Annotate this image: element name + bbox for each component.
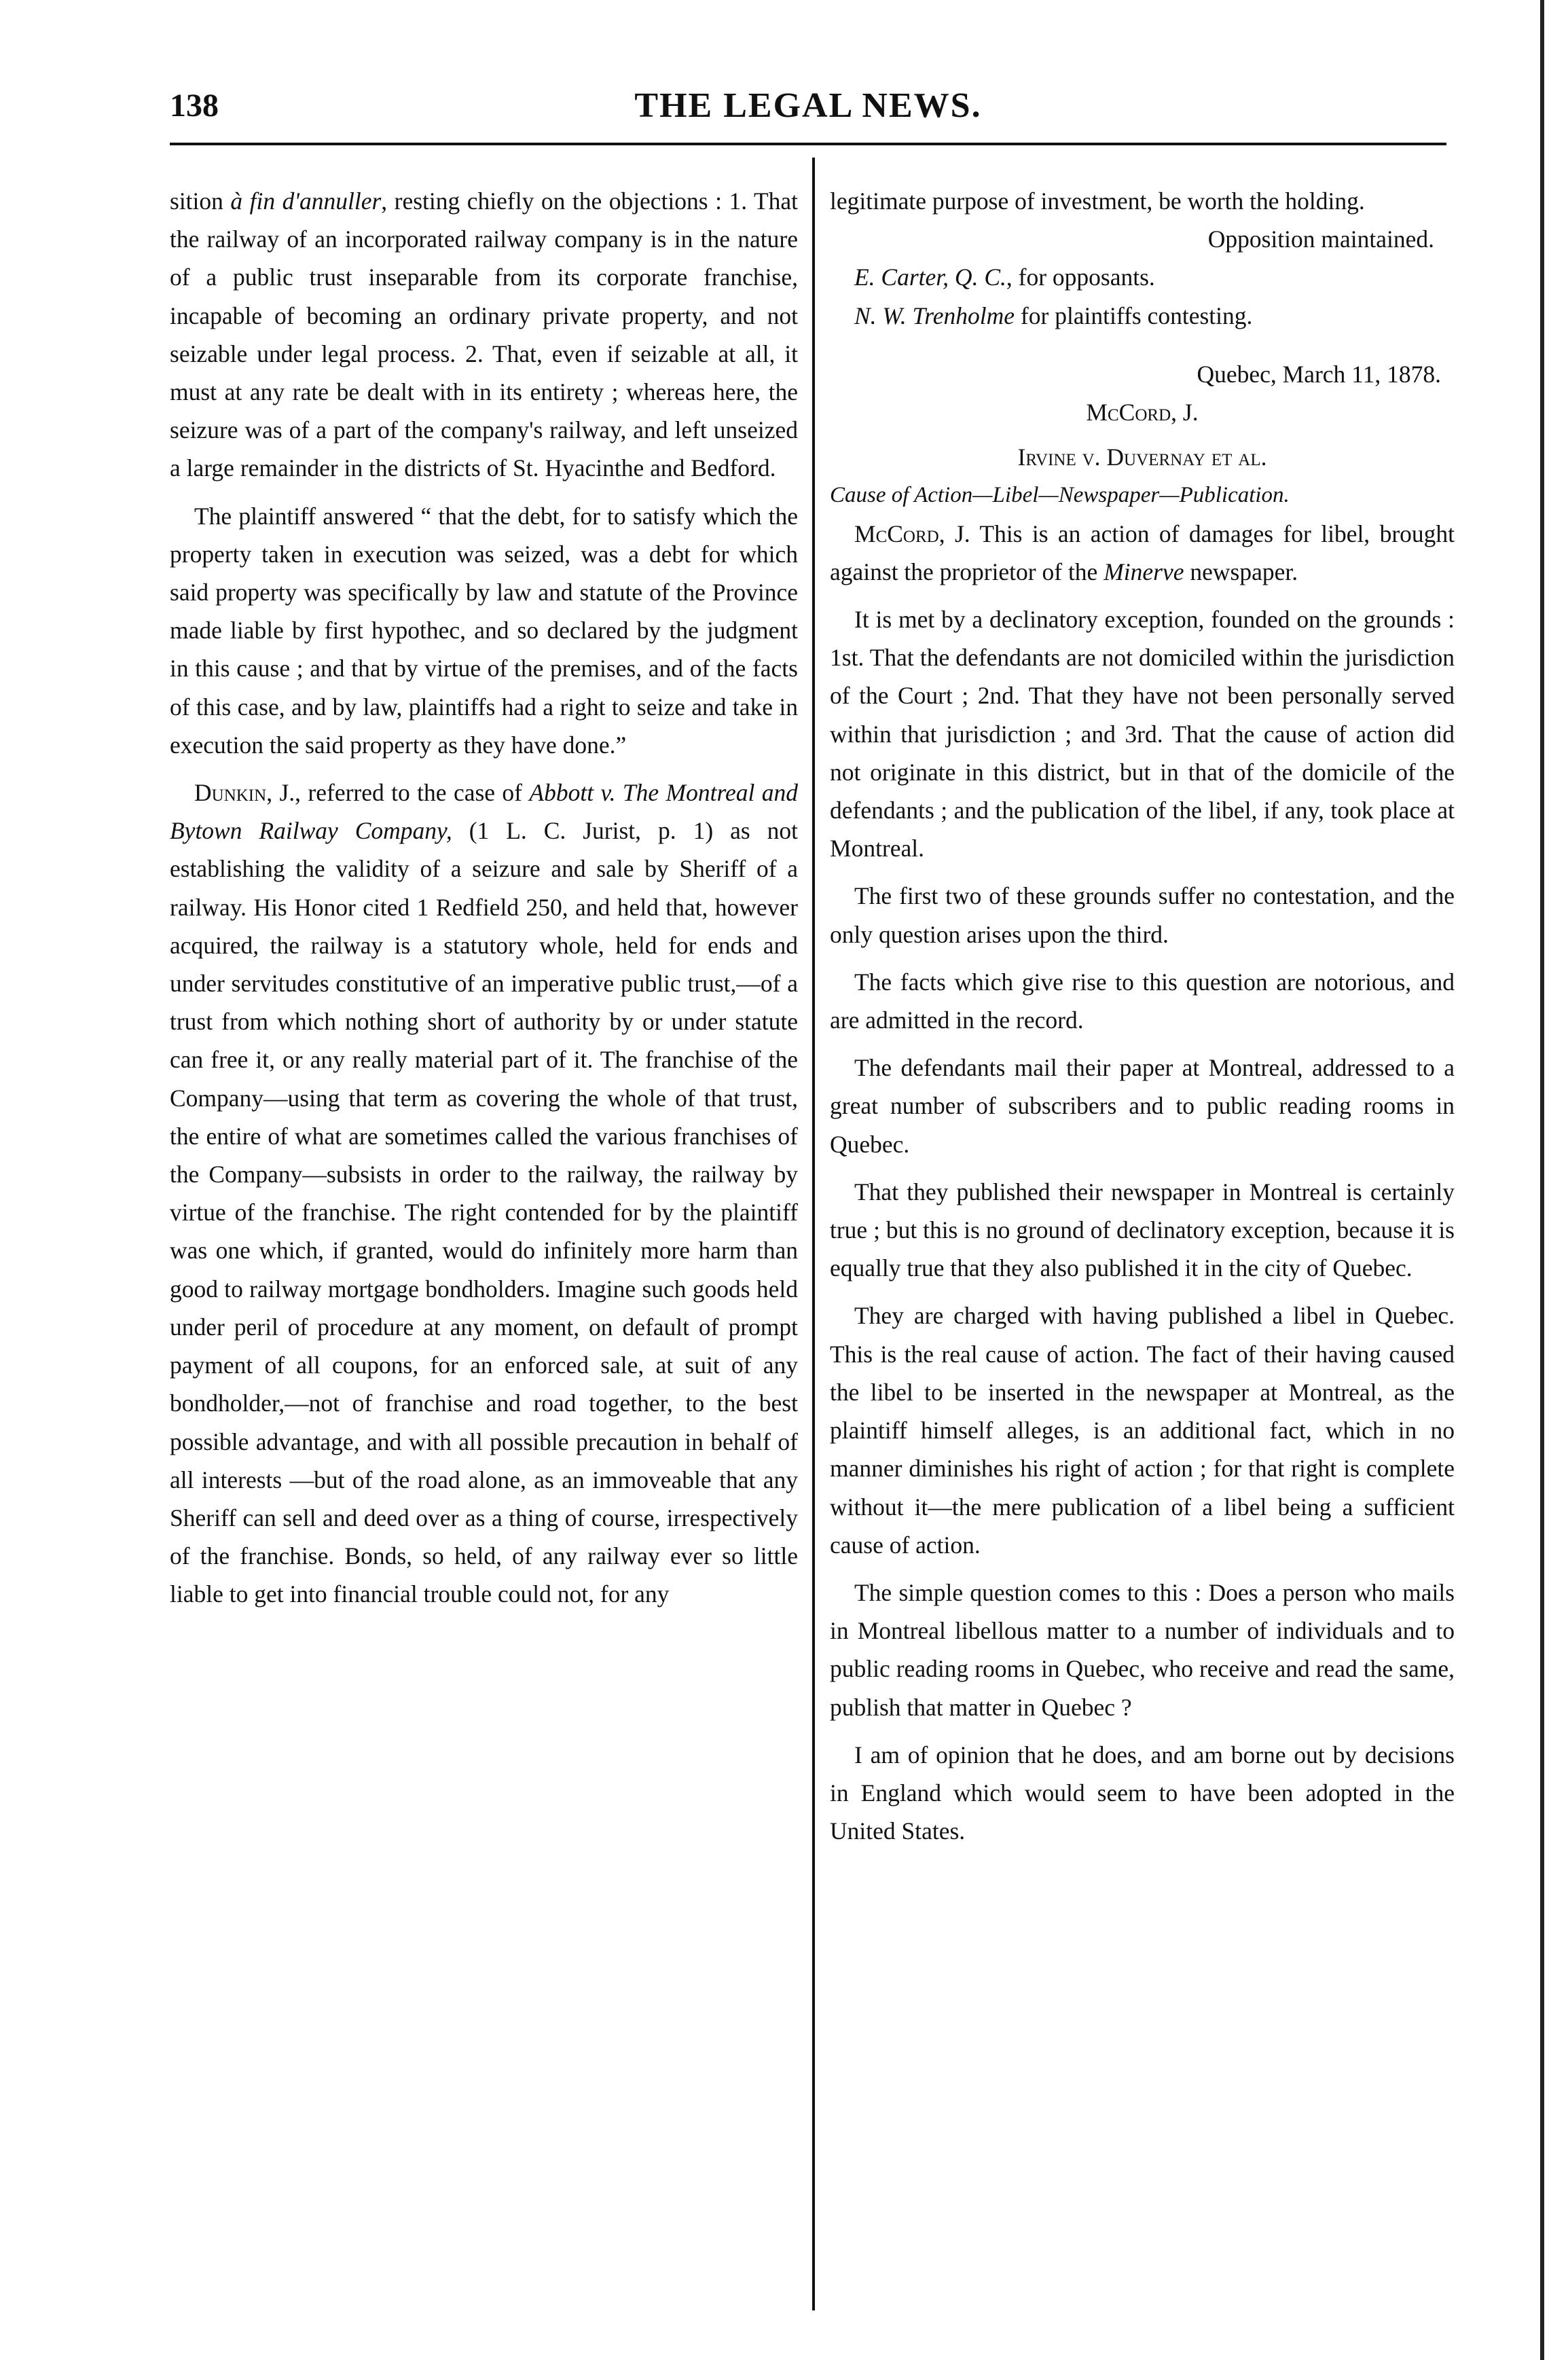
- case-citation: Abbott v. The Montreal and Bytown Railway Company,: [170, 779, 799, 845]
- counsel-line: [830, 297, 1455, 335]
- paragraph: The first two of these grounds suffer no contestation, and the only question arises upon the third.: [830, 882, 1455, 948]
- paragraph: They are charged with having published a libel in Quebec. This is the real cause of action. The fact of their having caused the libel to be inserted in the newspaper at Montreal, as the plaintiff himself alleges, is an additional fact, which in no manner diminishes his right of action ; for that right is complete without it—the mere publication of a libel being a sufficient cause of action.: [830, 1302, 1455, 1559]
- case-subject: Cause of Action—Libel—Newspaper—Publication.: [830, 483, 1290, 508]
- ruling: Opposition maintained.: [1207, 225, 1434, 253]
- paragraph: [170, 774, 798, 1613]
- left-column: [170, 182, 798, 1614]
- text-run: , J., referred to the case of: [266, 779, 530, 807]
- paragraph: The facts which give rise to this question are notorious, and are admitted in the record.: [830, 968, 1455, 1034]
- paragraph: [170, 182, 798, 488]
- counsel-line: [830, 258, 1455, 296]
- journal-title: THE LEGAL NEWS.: [634, 86, 982, 125]
- judge-name: Dunkin: [194, 779, 267, 807]
- column-divider: [812, 158, 815, 2310]
- counsel-name: E. Carter, Q. C.: [854, 264, 1006, 291]
- paragraph: The plaintiff answered “ that the debt, for to satisfy which the property taken in execution was seized, was a debt for which said property was specifically by law and statute of the Province made liable by first hypothec, and so declared by the judgment in this cause ; and that by virtue of the premises, and of the facts of this case, and by law, plaintiffs had a right to seize and take in execution the said property as they have done.”: [170, 502, 798, 759]
- paragraph: legitimate purpose of investment, be worth the holding.: [830, 187, 1365, 215]
- newspaper-name: Minerve: [1104, 558, 1184, 585]
- paragraph: That they published their newspaper in Montreal is certainly true ; but this is no ground of declinatory exception, because it is equally true that they also published it in the city of Quebec.: [830, 1178, 1455, 1282]
- page-edge-shadow: [1540, 0, 1544, 2360]
- text-run: , J. This is an action of damages for libel, brought against the proprietor of the: [830, 520, 1455, 585]
- place-date: Quebec, March 11, 1878.: [1197, 360, 1441, 388]
- counsel-name: N. W. Trenholme: [854, 302, 1015, 329]
- text-run: sition: [170, 187, 231, 215]
- italic-phrase: à fin d'annuller: [230, 187, 382, 215]
- paragraph: [830, 515, 1455, 591]
- text-run: , resting chiefly on the objections : 1. That the railway of an incorporated railway company is in the nature of a public trust inseparable from its corporate franchise, incapable of becoming an ordinary private property, and not seizable under legal process. 2. That, even if seizable at all, it must at any rate be dealt with in its entirety ; whereas here, the seizure was of a part of the company's railway, and left unseized a large remainder in the districts of St. Hyacinthe and Bedford.: [170, 187, 799, 482]
- header-rule: [170, 143, 1446, 145]
- right-column: [830, 182, 1455, 1850]
- paragraph: I am of opinion that he does, and am borne out by decisions in England which would seem to have been adopted in the United States.: [830, 1741, 1455, 1845]
- case-title: Irvine v. Duvernay et al.: [1017, 443, 1267, 471]
- text-run: for plaintiffs contesting.: [1015, 302, 1253, 329]
- text-run: newspaper.: [1184, 558, 1298, 585]
- paragraph: The simple question comes to this : Does a person who mails in Montreal libellous matter to a number of individuals and to public reading rooms in Quebec, who receive and read the same, publish that matter in Quebec ?: [830, 1578, 1455, 1721]
- text-run: , for opposants.: [1006, 264, 1155, 291]
- running-header: [170, 80, 1446, 134]
- page-number: 138: [170, 88, 219, 124]
- paragraph: The defendants mail their paper at Montreal, addressed to a great number of subscribers and to public reading rooms in Quebec.: [830, 1054, 1455, 1158]
- judge-name: McCord: [854, 520, 939, 547]
- paragraph: It is met by a declinatory exception, founded on the grounds : 1st. That the defendants are not domiciled within the jurisdiction of the Court ; 2nd. That they have not been personally served within that jurisdiction ; and 3rd. That the cause of action did not originate in this district, but in that of the domicile of the defendants ; and the publication of the libel, if any, took place at Montreal.: [830, 606, 1455, 863]
- text-run: (1 L. C. Jurist, p. 1) as not establishing the validity of a seizure and sale by Sheriff of a railway. His Honor cited 1 Redfield 250, and held that, however acquired, the railway is a statutory whole, held for ends and under servitudes constitutive of an imperative public trust,—of a trust from which nothing short of authority by or under statute can free it, or any really material part of it. The franchise of the Company—using that term as covering the whole of that trust, the entire of what are sometimes called the various franchises of the Company—subsists in order to the railway, the railway by virtue of the franchise. The right contended for by the plaintiff was one which, if granted, would do infinitely more harm than good to railway mortgage bondholders. Imagine such goods held under peril of procedure at any moment, on default of prompt payment of all coupons, for an enforced sale, at suit of any bondholder,—not of franchise and road together, to the best possible advantage, and with all possible precaution in behalf of all interests —but of the road alone, as an immoveable that any Sheriff can sell and deed over as a thing of course, irrespectively of the franchise. Bonds, so held, of any railway ever so little liable to get into financial trouble could not, for any: [170, 817, 798, 1608]
- judge-heading: McCord, J.: [1086, 399, 1199, 426]
